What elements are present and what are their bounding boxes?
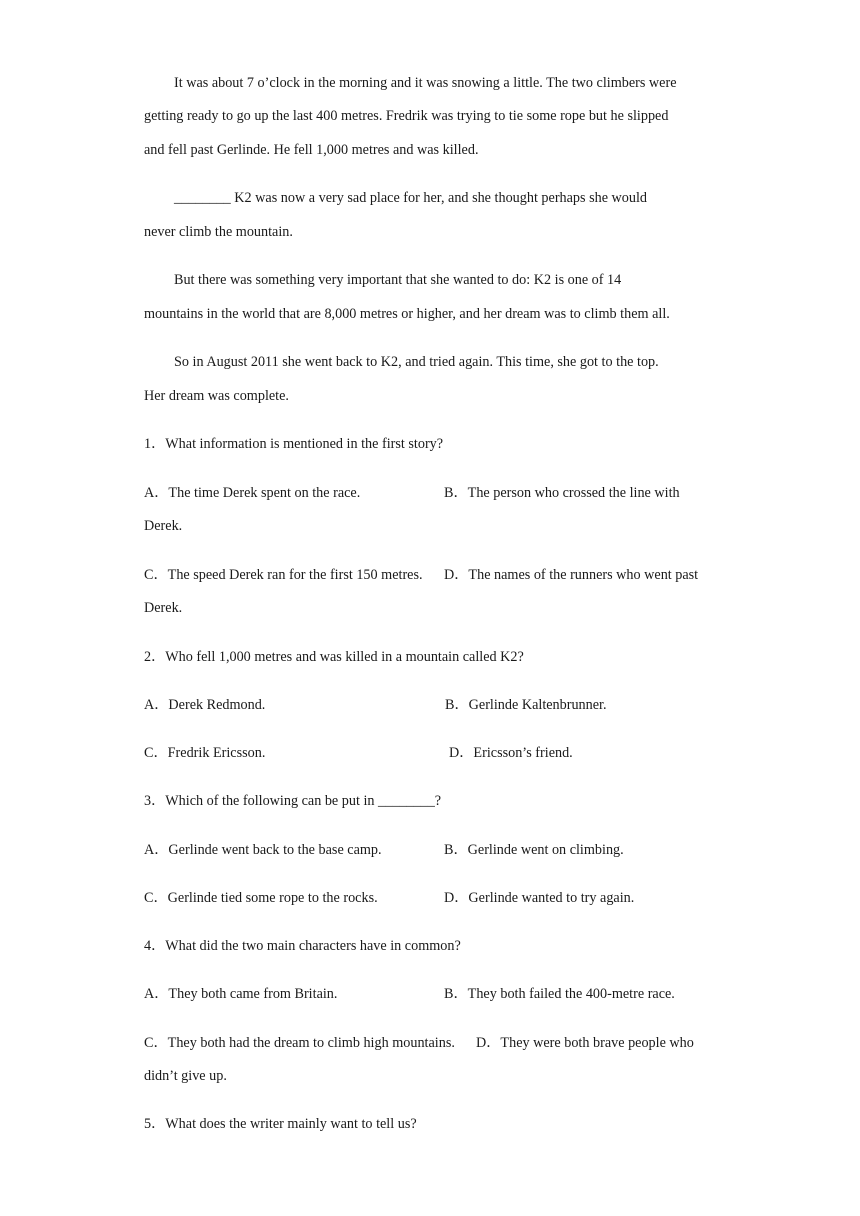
- option-b-continued: Derek.: [144, 518, 183, 534]
- passage-line: But there was something very important that she wanted to do: K2 is one of 14: [174, 272, 622, 288]
- option-a[interactable]: A．The time Derek spent on the race.: [144, 485, 361, 501]
- option-d-continued: didn’t give up.: [144, 1068, 227, 1084]
- option-b[interactable]: B．Gerlinde Kaltenbrunner.: [445, 697, 607, 713]
- passage-line: getting ready to go up the last 400 metres. Fredrik was trying to tie some rope but he slipped: [144, 108, 669, 124]
- passage-line: So in August 2011 she went back to K2, and tried again. This time, she got to the top.: [174, 354, 659, 370]
- option-b[interactable]: B．They both failed the 400-metre race.: [444, 986, 675, 1002]
- option-a[interactable]: A．Derek Redmond.: [144, 697, 266, 713]
- passage-line: Her dream was complete.: [144, 388, 289, 404]
- option-d[interactable]: D．Gerlinde wanted to try again.: [444, 890, 635, 906]
- option-d-continued: Derek.: [144, 600, 183, 616]
- option-c[interactable]: C．Gerlinde tied some rope to the rocks.: [144, 890, 378, 906]
- option-d[interactable]: D．Ericsson’s friend.: [449, 745, 573, 761]
- question-stem: 1．What information is mentioned in the first story?: [144, 436, 444, 452]
- passage-line: never climb the mountain.: [144, 224, 293, 240]
- option-c[interactable]: C．The speed Derek ran for the first 150 metres.: [144, 567, 423, 583]
- option-d[interactable]: D．They were both brave people who: [476, 1035, 694, 1051]
- question-stem: 4．What did the two main characters have in common?: [144, 938, 461, 954]
- option-b[interactable]: B．The person who crossed the line with: [444, 485, 680, 501]
- question-stem: 5．What does the writer mainly want to tell us?: [144, 1116, 417, 1132]
- option-c[interactable]: C．They both had the dream to climb high mountains.: [144, 1035, 455, 1051]
- option-d[interactable]: D．The names of the runners who went past: [444, 567, 699, 583]
- option-c[interactable]: C．Fredrik Ericsson.: [144, 745, 266, 761]
- option-a[interactable]: A．Gerlinde went back to the base camp.: [144, 842, 382, 858]
- option-a[interactable]: A．They both came from Britain.: [144, 986, 338, 1002]
- passage-line: and fell past Gerlinde. He fell 1,000 metres and was killed.: [144, 142, 479, 158]
- option-b[interactable]: B．Gerlinde went on climbing.: [444, 842, 624, 858]
- question-stem: 2．Who fell 1,000 metres and was killed in a mountain called K2?: [144, 649, 524, 665]
- passage-line: It was about 7 o’clock in the morning and it was snowing a little. The two climbers were: [174, 75, 677, 91]
- passage-line: mountains in the world that are 8,000 metres or higher, and her dream was to climb them all.: [144, 306, 670, 322]
- passage-line: ________ K2 was now a very sad place for her, and she thought perhaps she would: [174, 190, 648, 206]
- question-stem: 3．Which of the following can be put in ________?: [144, 793, 442, 809]
